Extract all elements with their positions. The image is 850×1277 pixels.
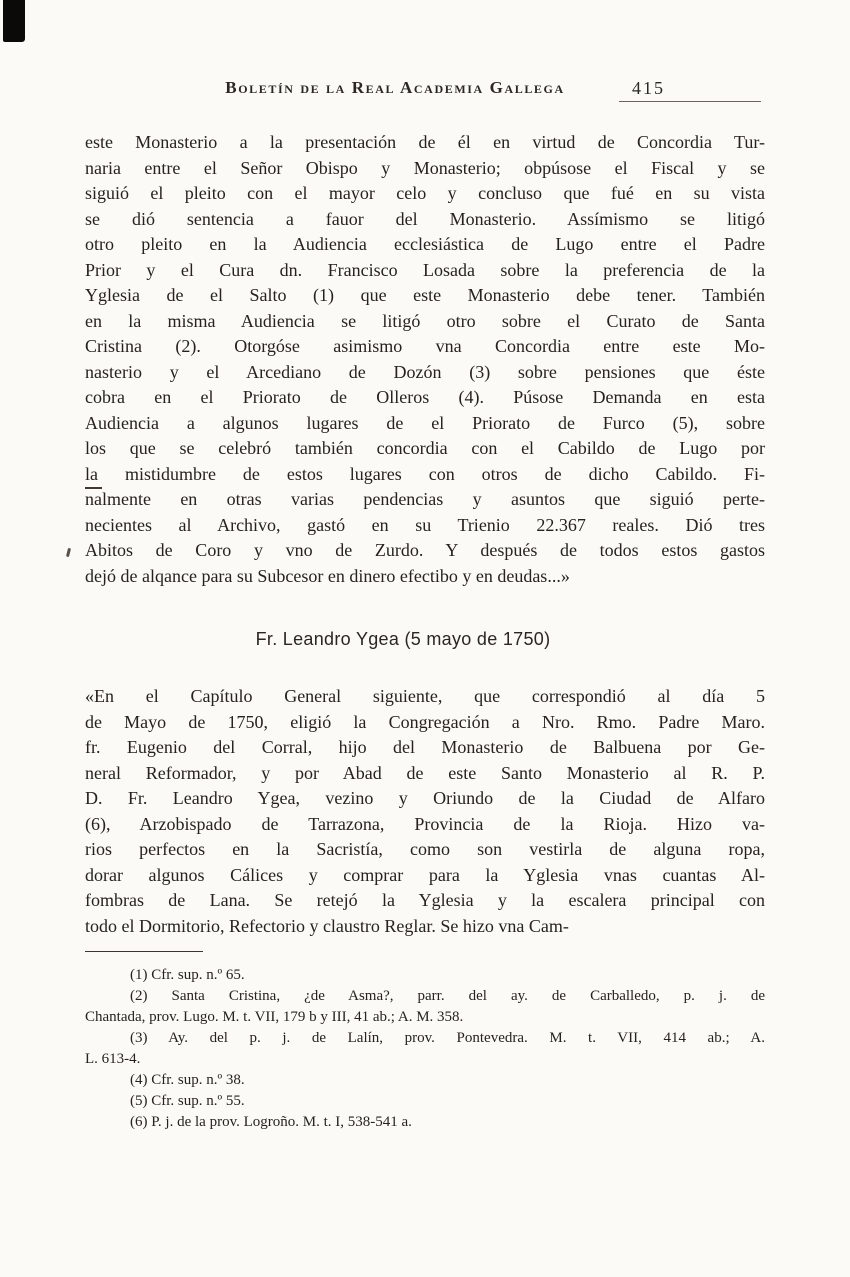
- scan-artifact-corner: [3, 0, 25, 42]
- text-line: otro pleito en la Audiencia ecclesiástica de Lugo entre el Padre: [85, 234, 765, 254]
- text-line: (4) Cfr. sup. n.º 38.: [130, 1072, 245, 1088]
- header-rule: [619, 101, 761, 102]
- text-line: se dió sentencia a fauor del Monasterio. Assímismo se litigó: [85, 208, 765, 229]
- text-line: de Mayo de 1750, eligió la Congregación a Nro. Rmo. Padre Maro.: [85, 711, 765, 732]
- text-line: Chantada, prov. Lugo. M. t. VII, 179 b y III, 41 ab.; A. M. 358.: [85, 1009, 464, 1025]
- text-line: en la misma Audiencia se litigó otro sobre el Curato de Santa: [85, 310, 765, 331]
- text-line: fombras de Lana. Se retejó la Yglesia y la escalera principal con: [85, 890, 765, 910]
- journal-title: Boletín de la Real Academia Gallega: [225, 78, 565, 97]
- text-line: fr. Eugenio del Corral, hijo del Monasterio de Balbuena por Ge-: [85, 737, 765, 757]
- footnote-6: [85, 1112, 765, 1133]
- text-line: nalmente en otras varias pendencias y asuntos que siguió perte-: [85, 489, 765, 509]
- text-line: (5) Cfr. sup. n.º 55.: [130, 1093, 245, 1109]
- section-heading: Fr. Leandro Ygea (5 mayo de 1750): [255, 629, 551, 649]
- text-line: la mistidumbre de estos lugares con otros de dicho Cabildo. Fi-: [85, 463, 765, 484]
- text-line: (2) Santa Cristina, ¿de Asma?, parr. del ay. de Carballedo, p. j. de: [130, 988, 765, 1004]
- text-line: Prior y el Cura dn. Francisco Losada sobre la preferencia de la: [85, 259, 765, 280]
- text-line: este Monasterio a la presentación de él en virtud de Concordia Tur-: [85, 132, 765, 152]
- text-line: neral Reformador, y por Abad de este Santo Monasterio al R. P.: [85, 762, 765, 783]
- footnote-5: [85, 1091, 765, 1112]
- text-line: (3) Ay. del p. j. de Lalín, prov. Pontevedra. M. t. VII, 414 ab.; A.: [130, 1030, 765, 1046]
- page-body: [85, 130, 765, 1133]
- text-line: cobra en el Priorato de Olleros (4). Púsose Demanda en esta: [85, 387, 765, 407]
- text-line: dorar algunos Cálices y comprar para la Yglesia vnas cuantas Al-: [85, 864, 765, 885]
- scan-artifact-tick: [66, 548, 71, 557]
- footnote-separator: [85, 951, 203, 952]
- text-line: nasterio y el Arcediano de Dozón (3) sobre pensiones que éste: [85, 361, 765, 382]
- footnote-2: [85, 986, 765, 1028]
- footnote-4: [85, 1070, 765, 1091]
- page-header: [85, 78, 765, 106]
- text-line: (6), Arzobispado de Tarrazona, Provincia de la Rioja. Hizo va-: [85, 813, 765, 834]
- text-line: (6) P. j. de la prov. Logroño. M. t. I, 538-541 a.: [130, 1114, 412, 1130]
- text-line: siguió el pleito con el mayor celo y concluso que fué en su vista: [85, 183, 765, 203]
- footnote-3: [85, 1028, 765, 1070]
- page-number: 415: [632, 78, 665, 98]
- footnotes: [85, 965, 765, 1133]
- text-line: D. Fr. Leandro Ygea, vezino y Oriundo de la Ciudad de Alfaro: [85, 788, 765, 808]
- text-line: naria entre el Señor Obispo y Monasterio; obpúsose el Fiscal y se: [85, 157, 765, 178]
- text-line: (1) Cfr. sup. n.º 65.: [130, 967, 245, 983]
- footnote-1: [85, 965, 765, 986]
- paragraph-1: [85, 130, 765, 589]
- text-line: Abitos de Coro y vno de Zurdo. Y después de todos estos gastos: [85, 540, 765, 560]
- text-line: rios perfectos en la Sacristía, como son vestirla de alguna ropa,: [85, 839, 765, 859]
- text-line: dejó de alqance para su Subcesor en dinero efectibo y en deudas...»: [85, 565, 570, 586]
- text-line: L. 613-4.: [85, 1051, 141, 1067]
- text-line: Audiencia a algunos lugares de el Priorato de Furco (5), sobre: [85, 412, 765, 433]
- paragraph-2: [85, 684, 765, 939]
- text-line: necientes al Archivo, gastó en su Trienio 22.367 reales. Dió tres: [85, 514, 765, 535]
- text-line: Cristina (2). Otorgóse asimismo vna Concordia entre este Mo-: [85, 336, 765, 356]
- text-line: «En el Capítulo General siguiente, que correspondió al día 5: [85, 686, 765, 706]
- text-line: Yglesia de el Salto (1) que este Monasterio debe tener. También: [85, 285, 765, 305]
- text-line: los que se celebró también concordia con el Cabildo de Lugo por: [85, 438, 765, 458]
- text-line: todo el Dormitorio, Refectorio y claustro Reglar. Se hizo vna Cam-: [85, 915, 569, 936]
